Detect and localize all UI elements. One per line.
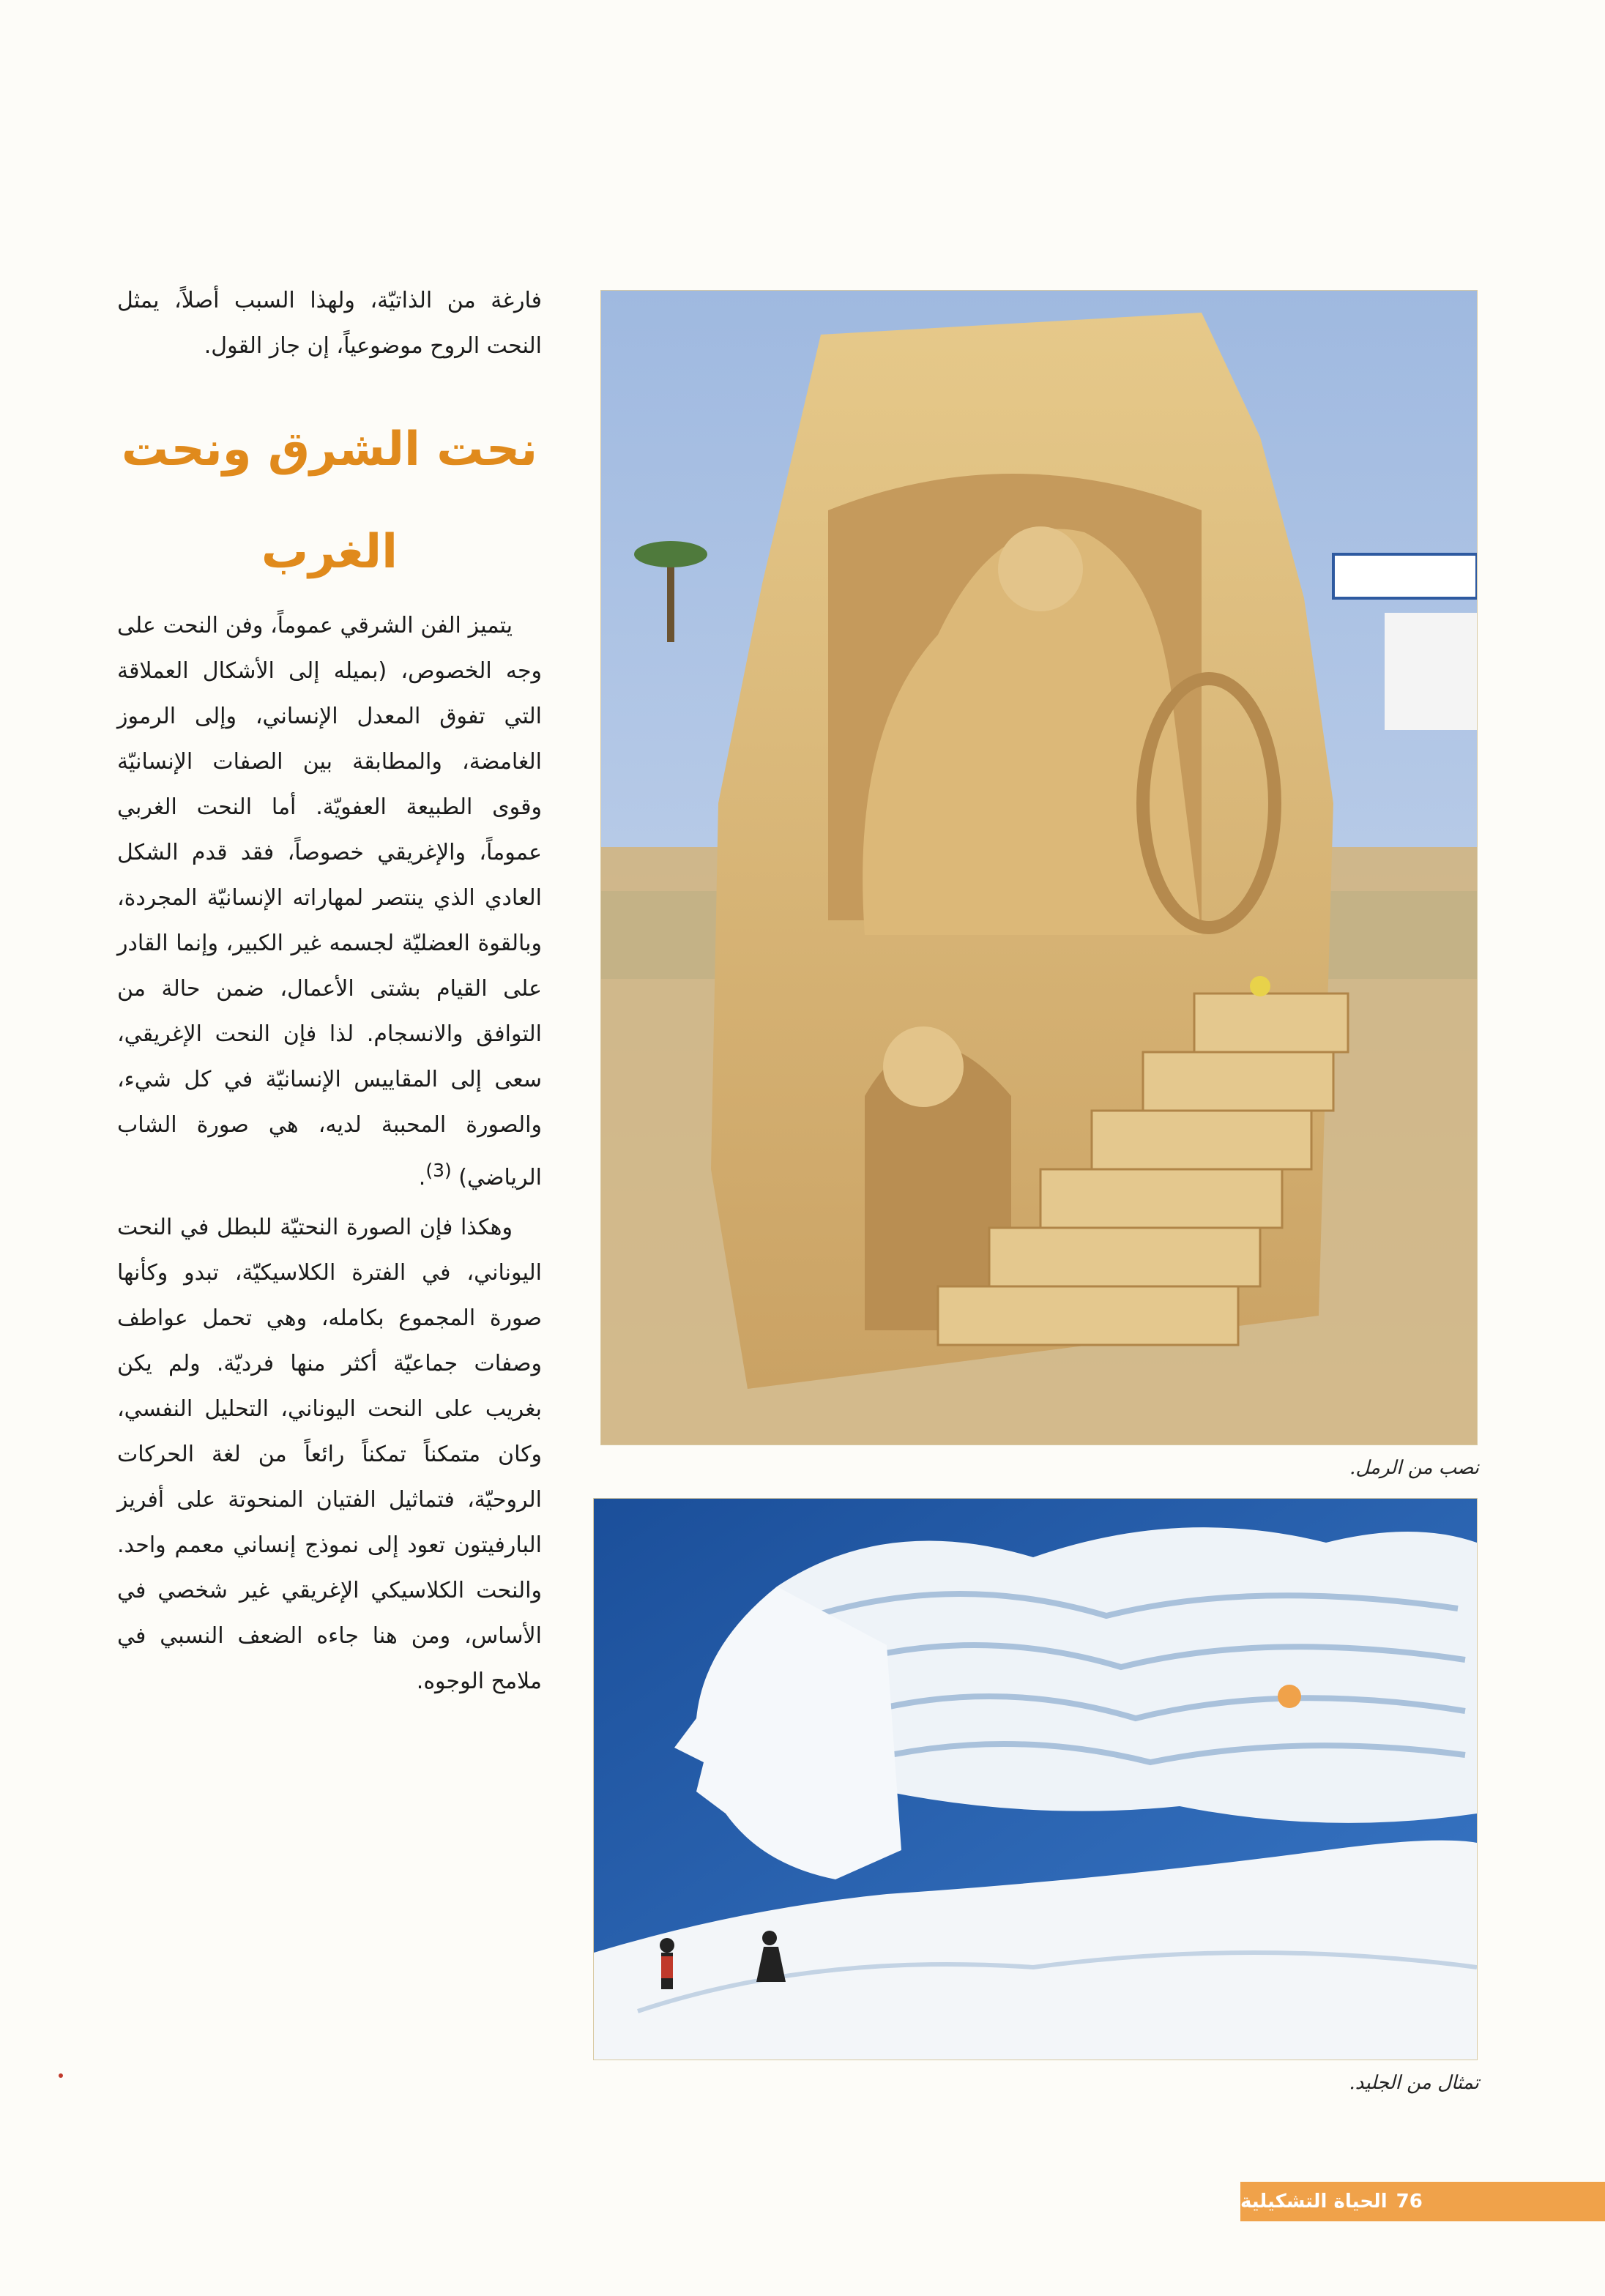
intro-paragraph: فارغة من الذاتيّة، ولهذا السبب أصلاً، يمثل النحت الروح موضوعياً، إن جاز القول. xyxy=(117,288,542,359)
footnote-ref: (3) xyxy=(425,1160,452,1181)
paragraph-1: يتميز الفن الشرقي عموماً، وفن النحت على وجه الخصوص، (بميله إلى الأشكال العملاقة التي تفوق المعدل الإنساني، وإلى الرموز الغامضة، والمطابقة بين الصفات الإنسانيّة وقوى الطبيعة العفويّة. أما النحت الغربي عموماً، والإغريقي خصوصاً، فقد قدم الشكل العادي الذي ينتصر لمهاراته الإنسانيّة المجردة، وبالقوة العضليّة لجسمه غير الكبير، وإنما القادر على القيام بشتى الأعمال، ضمن حالة من التوافق والانسجام. لذا فإن النحت الإغريقي، سعى إلى المقاييس الإنسانيّة في كل شيء، والصورة المحببة لديه، هي صورة الشاب الرياضي) $^{(3)}$. xyxy=(117,613,542,1190)
paragraph-2: وهكذا فإن الصورة النحتيّة للبطل في النحت اليوناني، في الفترة الكلاسيكيّة، تبدو وكأنها صورة المجموع بكامله، وهي تحمل عواطف وصفات جماعيّة أكثر منها فرديّة. ولم يكن بغريب على النحت اليوناني، التحليل النفسي، وكان متمكناً تمكناً رائعاً من لغة الحركات الروحيّة، فتماثيل الفتيان المنحوتة على أفريز البارفيتون تعود إلى نموذج إنساني معمم واحد. والنحت الكلاسيكي الإغريقي غير شخصي في الأساس، ومن هنا جاءه الضعف النسبي في ملامح الوجوه. xyxy=(117,1215,542,1694)
page-number: 76 xyxy=(1396,2191,1423,2213)
sand-photo-caption: نصب من الرمل. xyxy=(1349,1457,1479,1479)
magazine-title: الحياة التشكيلية xyxy=(1240,2191,1388,2213)
print-mark xyxy=(59,2073,63,2078)
ice-sculpture-photo xyxy=(593,1498,1478,2060)
article-column xyxy=(117,278,542,1709)
ice-photo-caption: تمثال من الجليد. xyxy=(1349,2072,1479,2094)
section-heading: نحت الشرق ونحت الغرب xyxy=(121,422,538,579)
paragraph-1-text: يتميز الفن الشرقي عموماً، وفن النحت على وجه الخصوص، (بميله إلى الأشكال العملاقة التي تفوق المعدل الإنساني، وإلى الرموز الغامضة، والمطابقة بين الصفات الإنسانيّة وقوى الطبيعة العفويّة. أما النحت الغربي عموماً، والإغريقي خصوصاً، فقد قدم الشكل العادي الذي ينتصر لمهاراته الإنسانيّة المجردة، وبالقوة العضليّة لجسمه غير الكبير، وإنما القادر على القيام بشتى الأعمال، ضمن حالة من التوافق والانسجام. لذا فإن النحت الإغريقي، سعى إلى المقاييس الإنسانيّة في كل شيء، والصورة المحببة لديه، هي صورة الشاب الرياضي) xyxy=(117,613,542,1190)
sand-sculpture-photo xyxy=(600,290,1478,1445)
page-footer xyxy=(1240,2182,1605,2221)
